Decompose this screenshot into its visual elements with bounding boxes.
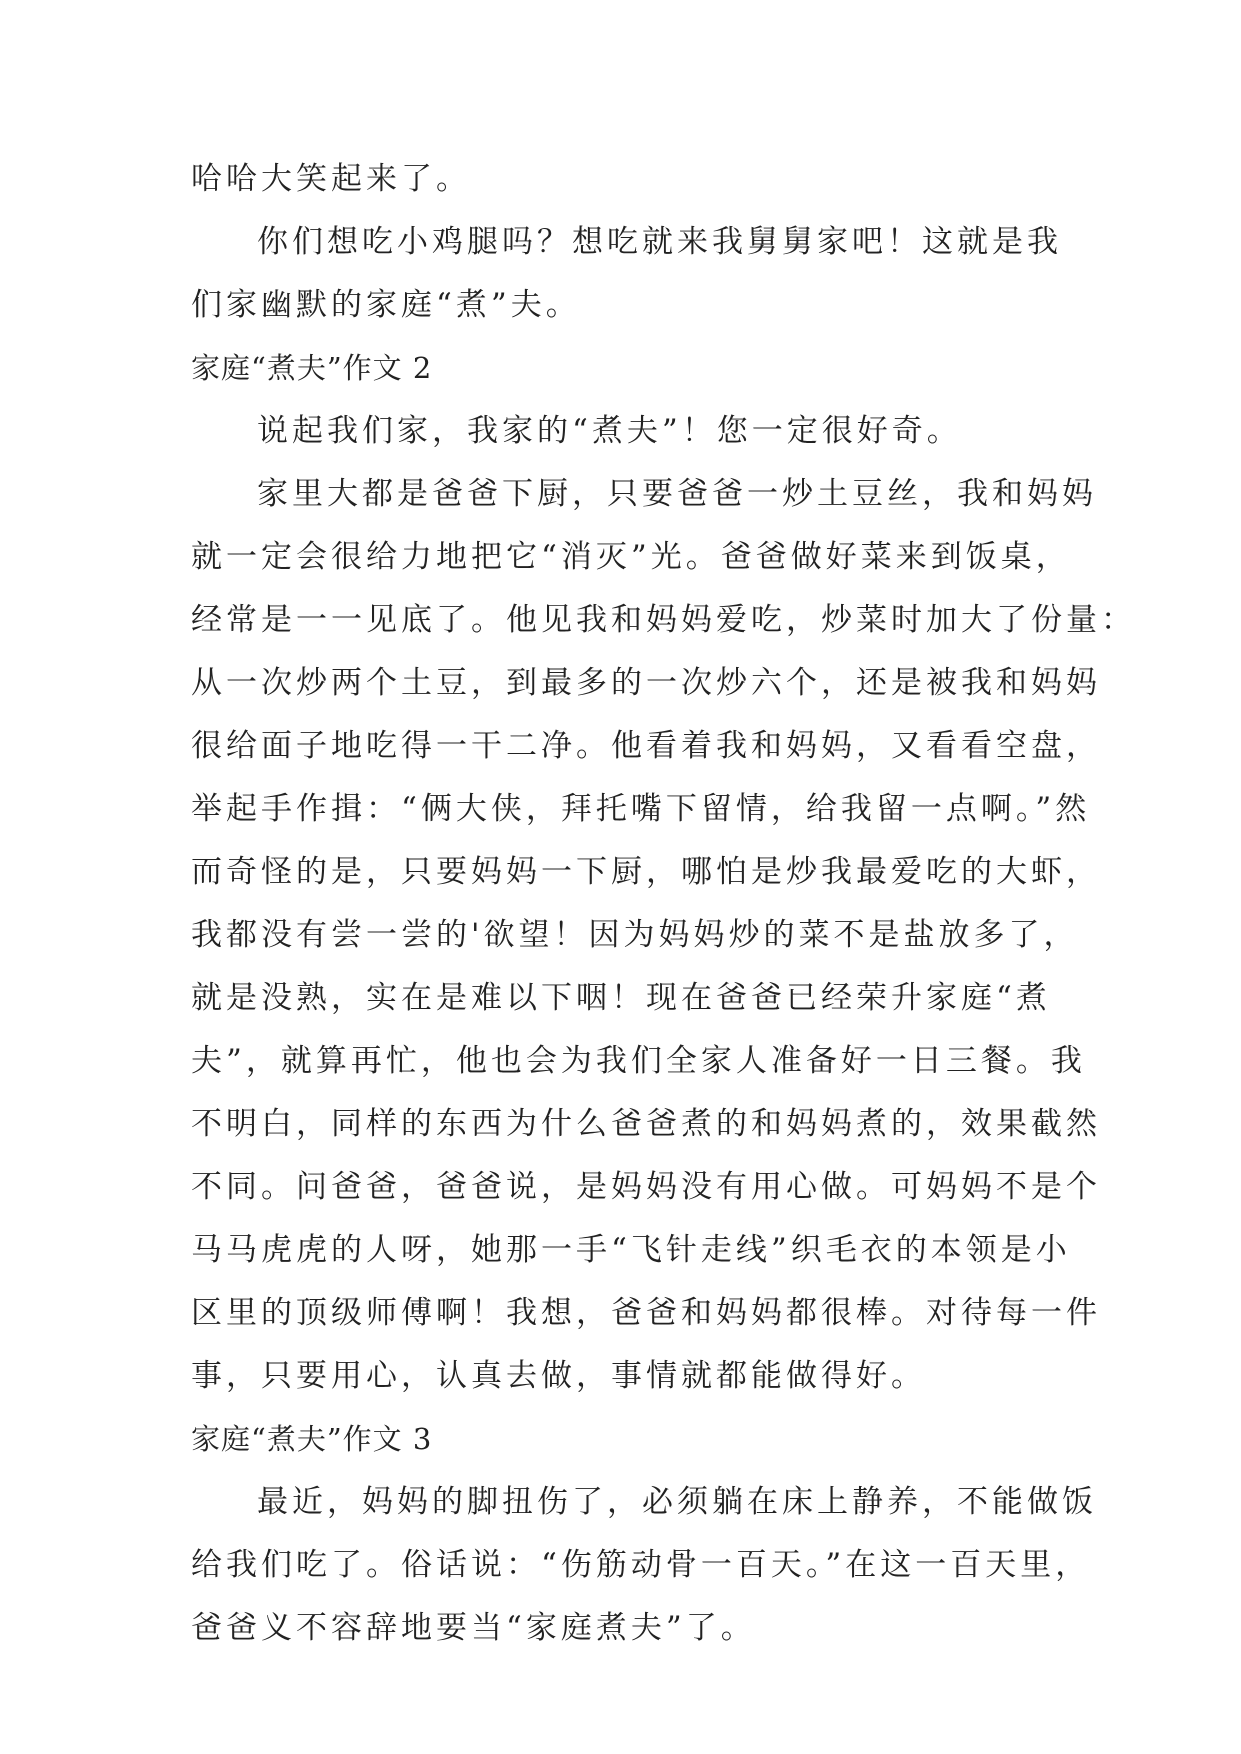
text-line: 区里的顶级师傅啊！我想，爸爸和妈妈都很棒。对待每一件: [191, 1295, 1101, 1331]
text-line: 马马虎虎的人呀，她那一手“飞针走线”织毛衣的本领是小: [191, 1232, 1071, 1268]
text-line: 举起手作揖：“俩大侠，拜托嘴下留情，给我留一点啊。”然: [191, 791, 1091, 827]
text-line: 不明白，同样的东西为什么爸爸煮的和妈妈煮的，效果截然: [191, 1106, 1101, 1142]
document-body: [191, 148, 1136, 1660]
text-line: 给我们吃了。俗话说：“伤筋动骨一百天。”在这一百天里，: [191, 1547, 1091, 1583]
text-line: 们家幽默的家庭“煮”夫。: [191, 287, 581, 323]
paragraph-first-line: 说起我们家，我家的“煮夫”！您一定很好奇。: [257, 413, 962, 449]
text-line: 我都没有尝一尝的'欲望！因为妈妈炒的菜不是盐放多了，: [191, 917, 1079, 953]
text-line: 事，只要用心，认真去做，事情就都能做得好。: [191, 1358, 926, 1394]
text-line: 而奇怪的是，只要妈妈一下厨，哪怕是炒我最爱吃的大虾，: [191, 854, 1101, 890]
paragraph-first-line: 最近，妈妈的脚扭伤了，必须躺在床上静养，不能做饭: [257, 1484, 1097, 1520]
text-line: 经常是一一见底了。他见我和妈妈爱吃，炒菜时加大了份量：: [191, 602, 1136, 638]
text-line: 很给面子地吃得一干二净。他看着我和妈妈，又看看空盘，: [191, 728, 1101, 764]
text-line: 哈哈大笑起来了。: [191, 161, 471, 197]
text-line: 就是没熟，实在是难以下咽！现在爸爸已经荣升家庭“煮: [191, 980, 1051, 1016]
text-line: 夫”，就算再忙，他也会为我们全家人准备好一日三餐。我: [191, 1043, 1086, 1079]
section-heading: 家庭“煮夫”作文 2: [191, 351, 433, 385]
text-line: 从一次炒两个土豆，到最多的一次炒六个，还是被我和妈妈: [191, 665, 1101, 701]
text-line: 不同。问爸爸，爸爸说，是妈妈没有用心做。可妈妈不是个: [191, 1169, 1101, 1205]
text-line: 就一定会很给力地把它“消灭”光。爸爸做好菜来到饭桌，: [191, 539, 1071, 575]
paragraph-first-line: 你们想吃小鸡腿吗？想吃就来我舅舅家吧！这就是我: [257, 224, 1062, 260]
section-heading: 家庭“煮夫”作文 3: [191, 1422, 433, 1456]
text-line: 爸爸义不容辞地要当“家庭煮夫”了。: [191, 1610, 756, 1646]
paragraph-first-line: 家里大都是爸爸下厨，只要爸爸一炒土豆丝，我和妈妈: [257, 476, 1097, 512]
